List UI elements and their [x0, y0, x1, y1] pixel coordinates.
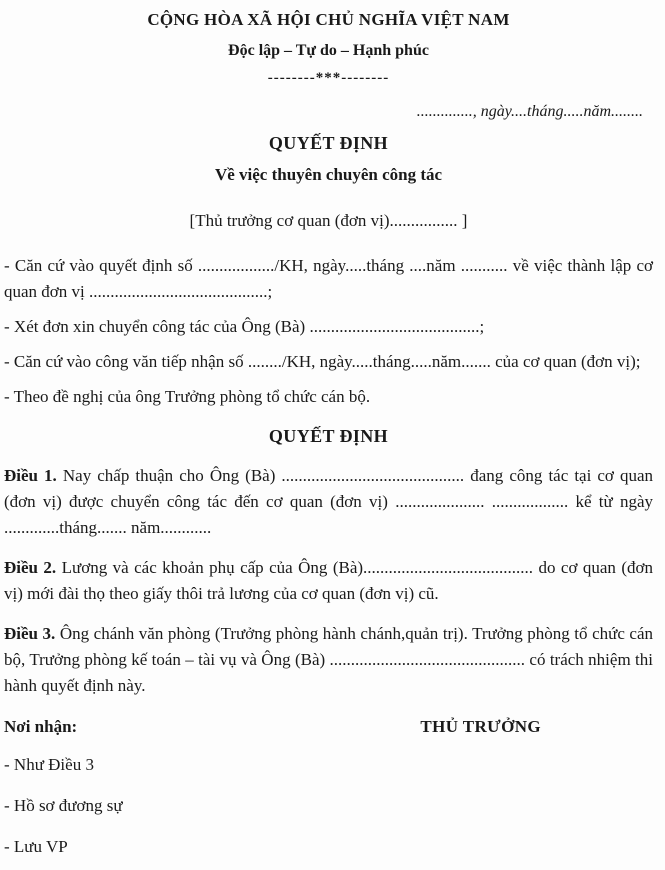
document-title: QUYẾT ĐỊNH: [268, 133, 389, 153]
national-header-line1: CỘNG HÒA XÃ HỘI CHỦ NGHĨA VIỆT NAM: [147, 10, 510, 29]
decision-heading: QUYẾT ĐỊNH: [268, 426, 389, 446]
recipients-label: Nơi nhận:: [4, 717, 78, 736]
national-motto: Độc lập – Tự do – Hạnh phúc: [228, 42, 429, 59]
date-place-line: .............., ngày....tháng.....năm........: [416, 103, 643, 120]
article-2-text: Lương và các khoản phụ cấp của Ông (Bà)........................................ do cơ quan (đơn vị) mới đài thọ theo giấy thôi trả lương của cơ quan (đơn vị) cũ.: [4, 558, 653, 603]
article-3: [4, 621, 653, 699]
footer-row: [4, 717, 653, 737]
preamble-section: [4, 253, 653, 410]
recipients-list: [4, 752, 653, 860]
header-separator: --------***--------: [267, 70, 390, 86]
article-2: [4, 555, 653, 607]
preamble-clause: - Căn cứ vào quyết định số ................../KH, ngày.....tháng ....năm ........... về việc thành lập cơ quan đơn vị ..........................................;: [4, 256, 653, 301]
articles-section: [4, 463, 653, 699]
preamble-clause: - Xét đơn xin chuyển công tác của Ông (Bà) ........................................;: [4, 317, 485, 336]
recipient-item: - Lưu VP: [4, 837, 68, 856]
article-3-text: Ông chánh văn phòng (Trưởng phòng hành chánh,quản trị). Trưởng phòng tổ chức cán bộ, Trưởng phòng kế toán – tài vụ và Ông (Bà) .............................................. có trách nhiệm thi hành quyết định này.: [4, 624, 654, 695]
article-2-label: Điều 2.: [4, 558, 57, 577]
issuer-line: [Thủ trưởng cơ quan (đơn vị)................ ]: [189, 211, 468, 230]
recipient-item: - Như Điều 3: [4, 755, 94, 774]
recipient-item: - Hồ sơ đương sự: [4, 796, 123, 815]
preamble-clause: - Căn cứ vào công văn tiếp nhận số ......../KH, ngày.....tháng.....năm....... của cơ quan (đơn vị);: [4, 352, 641, 371]
article-1: [4, 463, 653, 541]
article-1-text: Nay chấp thuận cho Ông (Bà) ........................................... đang công tác tại cơ quan (đơn vị) được chuyển công tác đến cơ quan (đơn vị) ..................... .................. kể từ ngày .............tháng....... năm............: [4, 466, 654, 537]
article-1-label: Điều 1.: [4, 466, 57, 485]
preamble-clause: - Theo đề nghị của ông Trưởng phòng tổ chức cán bộ.: [4, 387, 371, 406]
signature-title: THỦ TRƯỞNG: [420, 717, 541, 736]
document-subtitle: Về việc thuyên chuyên công tác: [214, 165, 443, 184]
article-3-label: Điều 3.: [4, 624, 56, 643]
